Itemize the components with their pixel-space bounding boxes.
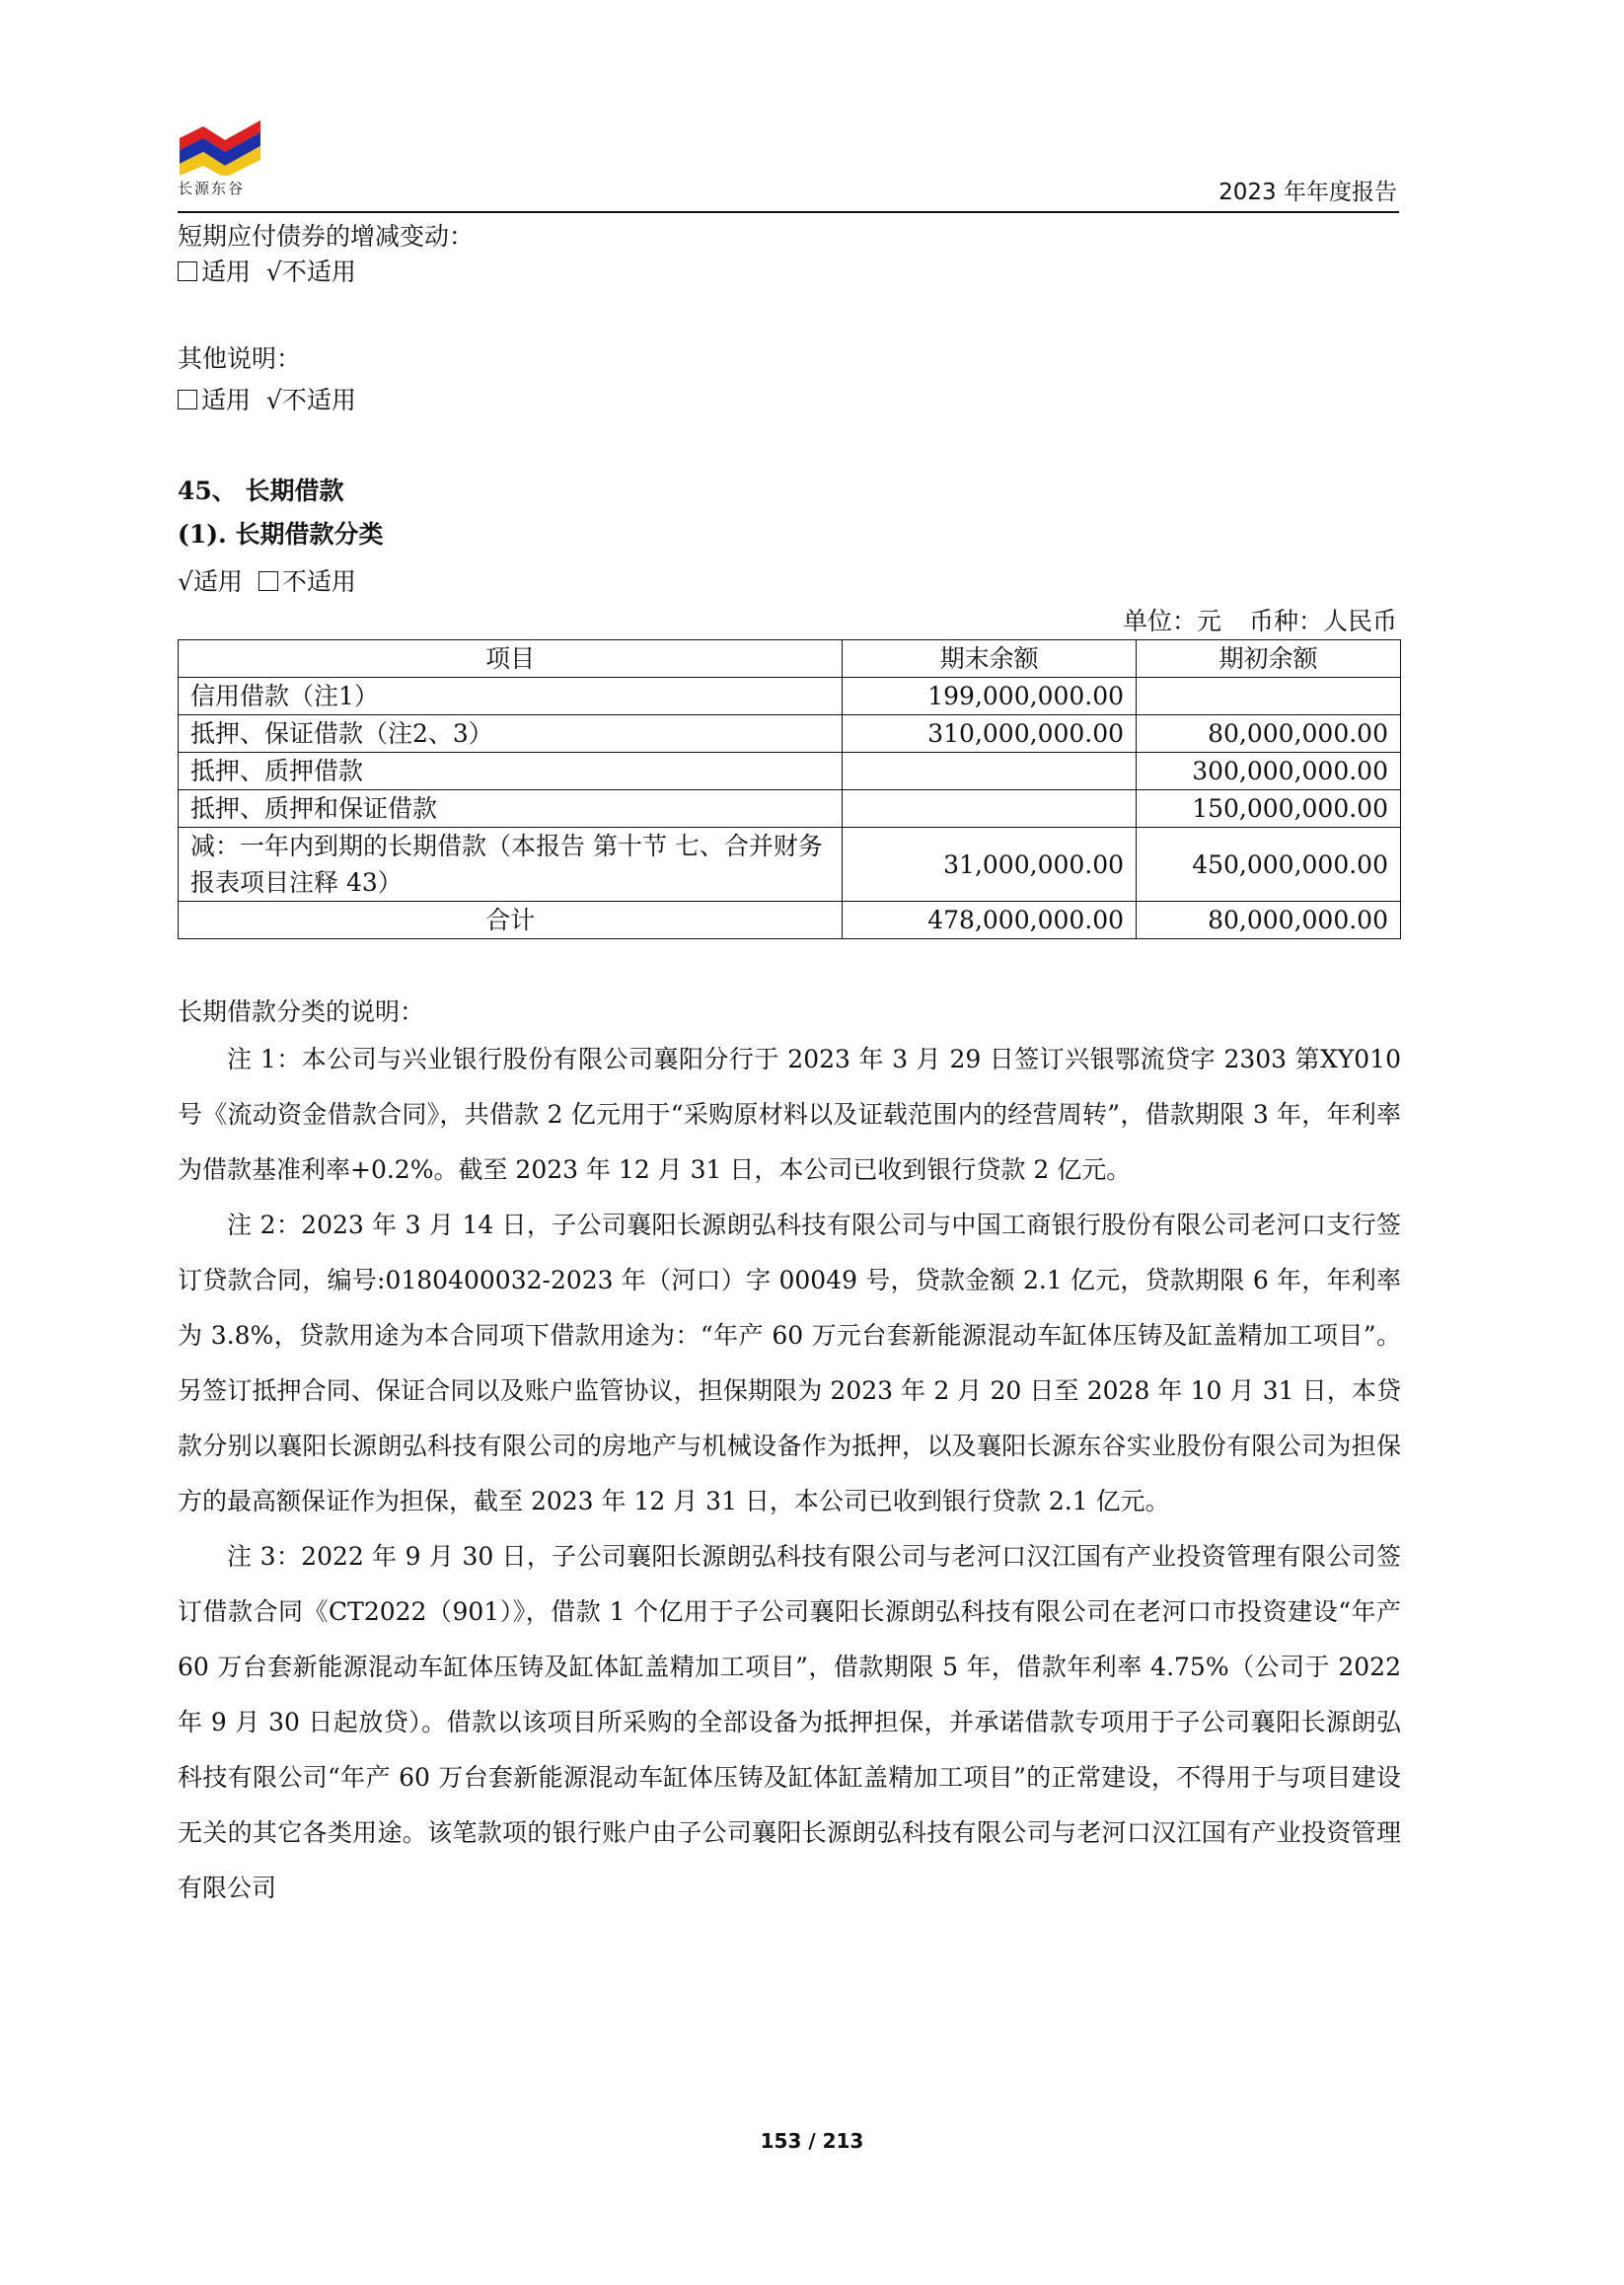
row-item: 抵押、保证借款（注2、3） <box>179 715 843 753</box>
not-applicable-label: √不适用 <box>265 258 356 286</box>
table-row <box>179 678 1401 715</box>
row-end-balance: 31,000,000.00 <box>843 828 1137 902</box>
checkbox-empty-icon <box>258 571 278 591</box>
unit-label: 单位：元 <box>1122 607 1221 635</box>
applicable-label: √适用 <box>178 567 243 596</box>
subsection-1-options <box>178 562 356 598</box>
note-3: 注 3：2022 年 9 月 30 日，子公司襄阳长源朗弘科技有限公司与老河口汉江国有产业投资管理有限公司签订借款合同《CT2022（901）》，借款 1 个亿用于子公司襄阳长源朗弘科技有限公司在老河口市投资建设“年产 60 万台套新能源混动车缸体压铸及缸体缸盖精加工项目”，借款期限 5 年，借款年利率 4.75%（公司于 2022 年 9 月 30 日起放贷）。借款以该项目所采购的全部设备为抵押担保，并承诺借款专项用于子公司襄阳长源朗弘科技有限公司“年产 60 万台套新能源混动车缸体压铸及缸体缸盖精加工项目”的正常建设，不得用于与项目建设无关的其它各类用途。该笔款项的银行账户由子公司襄阳长源朗弘科技有限公司与老河口汉江国有产业投资管理有限公司 <box>178 1542 1401 1902</box>
total-label: 合计 <box>179 902 843 939</box>
table-row <box>179 790 1401 828</box>
row-begin-balance: 450,000,000.00 <box>1137 828 1401 902</box>
short-bonds-options <box>178 253 356 288</box>
subsection-1-heading: (1). 长期借款分类 <box>178 520 384 549</box>
total-end-balance: 478,000,000.00 <box>843 902 1137 939</box>
row-begin-balance: 300,000,000.00 <box>1137 753 1401 790</box>
note-1: 注 1：本公司与兴业银行股份有限公司襄阳分行于 2023 年 3 月 29 日签订兴银鄂流贷字 2303 第XY010 号《流动资金借款合同》，共借款 2 亿元用于“采购原材料以及证载范围内的经营周转”，借款期限 3 年，年利率为借款基准利率+0.2%。截至 2023 年 12 月 31 日，本公司已收到银行贷款 2 亿元。 <box>178 1045 1401 1184</box>
currency-label: 币种：人民币 <box>1248 607 1397 635</box>
report-title: 2023 年年度报告 <box>1218 180 1397 205</box>
short-bonds-title: 短期应付债券的增减变动： <box>178 222 475 251</box>
row-end-balance: 199,000,000.00 <box>843 678 1137 715</box>
logo-graphic <box>178 116 262 176</box>
other-notes-title: 其他说明： <box>178 344 302 373</box>
row-end-balance <box>843 790 1137 828</box>
applicable-label: 适用 <box>201 386 252 414</box>
column-header-end-balance: 期末余额 <box>843 640 1137 678</box>
table-header-row <box>179 640 1401 678</box>
notes-title: 长期借款分类的说明： <box>178 997 425 1026</box>
other-notes-options <box>178 381 356 416</box>
header-divider <box>178 211 1399 213</box>
column-header-begin-balance: 期初余额 <box>1137 640 1401 678</box>
row-item: 信用借款（注1） <box>179 678 843 715</box>
row-item: 减：一年内到期的长期借款（本报告 第十节 七、合并财务报表项目注释 43） <box>179 828 843 902</box>
checkbox-empty-icon <box>178 390 197 409</box>
row-begin-balance <box>1137 678 1401 715</box>
table-row <box>179 715 1401 753</box>
table-total-row <box>179 902 1401 939</box>
logo-text: 长源东谷 <box>178 180 246 197</box>
not-applicable-label: 不适用 <box>281 567 356 596</box>
note-2: 注 2：2023 年 3 月 14 日，子公司襄阳长源朗弘科技有限公司与中国工商银行股份有限公司老河口支行签订贷款合同，编号:0180400032-2023 年（河口）字 00049 号，贷款金额 2.1 亿元，贷款期限 6 年，年利率为 3.8%，贷款用途为本合同项下借款用途为：“年产 60 万元台套新能源混动车缸体压铸及缸盖精加工项目”。另签订抵押合同、保证合同以及账户监管协议，担保期限为 2023 年 2 月 20 日至 2028 年 10 月 31 日，本贷款分别以襄阳长源朗弘科技有限公司的房地产与机械设备作为抵押，以及襄阳长源东谷实业股份有限公司为担保方的最高额保证作为担保，截至 2023 年 12 月 31 日，本公司已收到银行贷款 2.1 亿元。 <box>178 1211 1401 1515</box>
total-begin-balance: 80,000,000.00 <box>1137 902 1401 939</box>
page-number: 153 / 213 <box>760 2129 864 2153</box>
applicable-label: 适用 <box>201 258 252 286</box>
row-begin-balance: 150,000,000.00 <box>1137 790 1401 828</box>
row-end-balance <box>843 753 1137 790</box>
table-row <box>179 828 1401 902</box>
not-applicable-label: √不适用 <box>265 386 356 414</box>
table-row <box>179 753 1401 790</box>
column-header-item: 项目 <box>179 640 843 678</box>
unit-line <box>1095 602 1397 637</box>
checkbox-empty-icon <box>178 261 197 281</box>
row-item: 抵押、质押和保证借款 <box>179 790 843 828</box>
row-end-balance: 310,000,000.00 <box>843 715 1137 753</box>
company-logo <box>178 116 262 198</box>
row-begin-balance: 80,000,000.00 <box>1137 715 1401 753</box>
section-45-heading: 45、 长期借款 <box>178 477 344 505</box>
long-term-loan-table <box>178 639 1401 939</box>
row-item: 抵押、质押借款 <box>179 753 843 790</box>
notes-body <box>178 1032 1401 1916</box>
